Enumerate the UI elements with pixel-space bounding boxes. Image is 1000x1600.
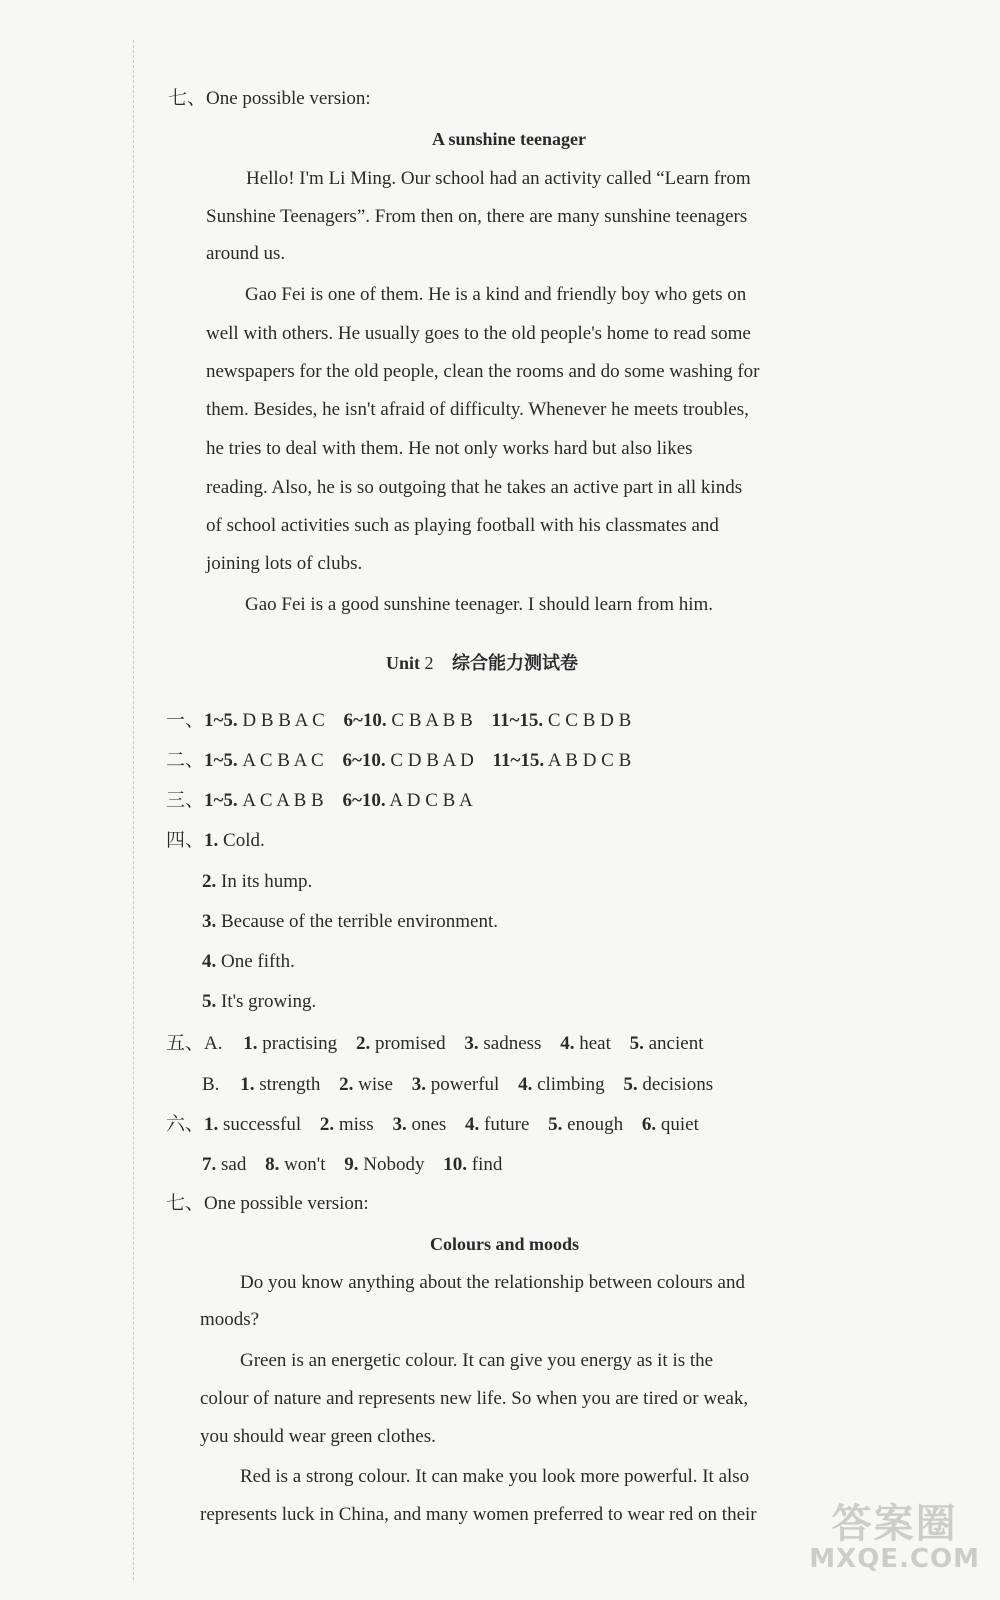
item-answer: wise <box>358 1074 393 1095</box>
item-answer: It's growing. <box>221 991 317 1012</box>
answer-s4-item <box>202 991 316 1013</box>
range-label: 6~10. <box>342 750 386 771</box>
item-number: 4. <box>202 951 217 972</box>
item-number: 9. <box>344 1154 359 1175</box>
item-number: 1. <box>240 1074 255 1095</box>
essay1-line: Gao Fei is a good sunshine teenager. I should learn from him. <box>245 594 714 615</box>
essay1-line: around us. <box>206 243 286 264</box>
item-answer: ancient <box>648 1033 704 1054</box>
answer-section-5a <box>166 1033 703 1055</box>
part-label: A. <box>204 1033 223 1054</box>
answer-section-6-cont <box>202 1154 502 1176</box>
margin-dashed-line <box>133 40 134 1580</box>
answer-section-1 <box>166 710 631 732</box>
essay2-line: colour of nature and represents new life. So when you are tired or weak, <box>200 1388 749 1409</box>
answer-s4-item <box>202 951 295 973</box>
item-answer: miss <box>338 1114 374 1135</box>
item-answer: powerful <box>430 1074 500 1095</box>
unit-test-name: 综合能力测试卷 <box>452 653 579 674</box>
item-number: 3. <box>392 1114 407 1135</box>
answer-section-4 <box>166 830 265 852</box>
essay1-line: Gao Fei is one of them. He is a kind and friendly boy who gets on <box>245 284 747 305</box>
range-label: 1~5. <box>204 750 238 771</box>
answer-values: C D B A D <box>390 750 474 771</box>
item-answer: One fifth. <box>221 951 295 972</box>
item-number: 6. <box>641 1114 657 1135</box>
item-answer: ones <box>411 1114 447 1135</box>
item-number: 3. <box>411 1074 426 1095</box>
answer-section-3 <box>166 790 473 812</box>
range-label: 6~10. <box>342 790 386 811</box>
range-label: 6~10. <box>343 710 387 731</box>
item-answer: sadness <box>483 1033 542 1054</box>
item-number: 4. <box>465 1114 480 1135</box>
item-answer: successful <box>223 1114 302 1135</box>
item-answer: find <box>471 1154 503 1175</box>
watermark-logo <box>809 1501 980 1574</box>
item-number: 5. <box>629 1033 644 1054</box>
essay1-line: well with others. He usually goes to the old people's home to read some <box>206 323 751 344</box>
essay1-line: Hello! I'm Li Ming. Our school had an activity called “Learn from <box>246 168 751 189</box>
item-number: 1. <box>204 830 219 851</box>
item-number: 5. <box>548 1114 563 1135</box>
section-mark: 六、 <box>166 1114 205 1135</box>
item-number: 4. <box>518 1074 533 1095</box>
answer-s4-item <box>202 871 312 893</box>
item-number: 4. <box>560 1033 575 1054</box>
item-number: 2. <box>339 1074 354 1095</box>
section-mark: 三、 <box>166 790 205 811</box>
section-mark: 一、 <box>166 710 205 731</box>
section7-header: 七、One possible version: <box>168 88 371 109</box>
item-number: 5. <box>623 1074 638 1095</box>
section-mark: 二、 <box>166 750 205 771</box>
item-answer: enough <box>567 1114 624 1135</box>
item-answer: decisions <box>642 1074 714 1095</box>
essay2-line: you should wear green clothes. <box>200 1426 436 1447</box>
essay1-title: A sunshine teenager <box>432 129 587 149</box>
essay2-line: Red is a strong colour. It can make you look more powerful. It also <box>240 1466 750 1487</box>
answer-section-2 <box>166 750 631 772</box>
item-answer: In its hump. <box>221 871 313 892</box>
item-answer: promised <box>374 1033 446 1054</box>
item-number: 1. <box>204 1114 219 1135</box>
part-label: B. <box>202 1074 220 1095</box>
answer-values: A C A B B <box>242 790 324 811</box>
item-answer: won't <box>284 1154 326 1175</box>
item-answer: Cold. <box>223 830 265 851</box>
essay1-line: of school activities such as playing football with his classmates and <box>206 515 719 536</box>
essay1-line: Sunshine Teenagers”. From then on, there are many sunshine teenagers <box>206 206 748 227</box>
unit-word: Unit <box>386 653 421 673</box>
essay1-line: joining lots of clubs. <box>206 553 363 574</box>
section-mark: 五、 <box>166 1033 205 1054</box>
unit-title <box>386 652 578 675</box>
item-number: 8. <box>265 1154 280 1175</box>
item-number: 7. <box>202 1154 217 1175</box>
answer-section-6 <box>166 1114 699 1136</box>
watermark-top: 答案圈 <box>831 1501 958 1547</box>
section7-header: 七、One possible version: <box>166 1193 369 1214</box>
item-number: 2. <box>319 1114 335 1135</box>
item-number: 2. <box>202 871 217 892</box>
essay1-line: them. Besides, he isn't afraid of difficulty. Whenever he meets troubles, <box>206 399 749 420</box>
answer-values: D B B A C <box>242 710 325 731</box>
answer-s4-item <box>202 911 498 933</box>
range-label: 1~5. <box>204 710 238 731</box>
item-answer: sad <box>221 1154 247 1175</box>
essay1-line: newspapers for the old people, clean the rooms and do some washing for <box>206 361 760 382</box>
range-label: 1~5. <box>204 790 238 811</box>
essay1-line: reading. Also, he is so outgoing that he takes an active part in all kinds <box>206 477 743 498</box>
essay2-line: Green is an energetic colour. It can give you energy as it is the <box>240 1350 714 1371</box>
watermark-bottom: MXQE.COM <box>809 1544 980 1574</box>
answer-values: A C B A C <box>242 750 324 771</box>
item-answer: Nobody <box>363 1154 425 1175</box>
item-answer: climbing <box>537 1074 605 1095</box>
essay2-line: moods? <box>200 1309 260 1330</box>
item-number: 1. <box>243 1033 258 1054</box>
item-answer: quiet <box>660 1114 699 1135</box>
answer-section-5b <box>202 1074 713 1096</box>
item-answer: future <box>484 1114 530 1135</box>
range-label: 11~15. <box>492 750 545 771</box>
item-number: 3. <box>202 911 217 932</box>
answer-values: C C B D B <box>547 710 632 731</box>
essay2-title: Colours and moods <box>430 1234 580 1254</box>
essay1-line: he tries to deal with them. He not only works hard but also likes <box>206 438 693 459</box>
item-answer: strength <box>259 1074 321 1095</box>
item-number: 5. <box>202 991 217 1012</box>
answer-values: A B D C B <box>547 750 632 771</box>
answer-values: C B A B B <box>391 710 473 731</box>
item-answer: heat <box>579 1033 611 1054</box>
essay2-line: represents luck in China, and many women preferred to wear red on their <box>200 1504 757 1525</box>
essay2-line: Do you know anything about the relationship between colours and <box>240 1272 745 1293</box>
item-number: 2. <box>355 1033 371 1054</box>
section-mark: 四、 <box>166 830 205 851</box>
item-answer: practising <box>262 1033 338 1054</box>
item-number: 10. <box>443 1154 467 1175</box>
range-label: 11~15. <box>491 710 544 731</box>
item-number: 3. <box>464 1033 479 1054</box>
item-answer: Because of the terrible environment. <box>221 911 498 932</box>
unit-number: 2 <box>424 653 434 673</box>
answer-values: A D C B A <box>389 790 473 811</box>
